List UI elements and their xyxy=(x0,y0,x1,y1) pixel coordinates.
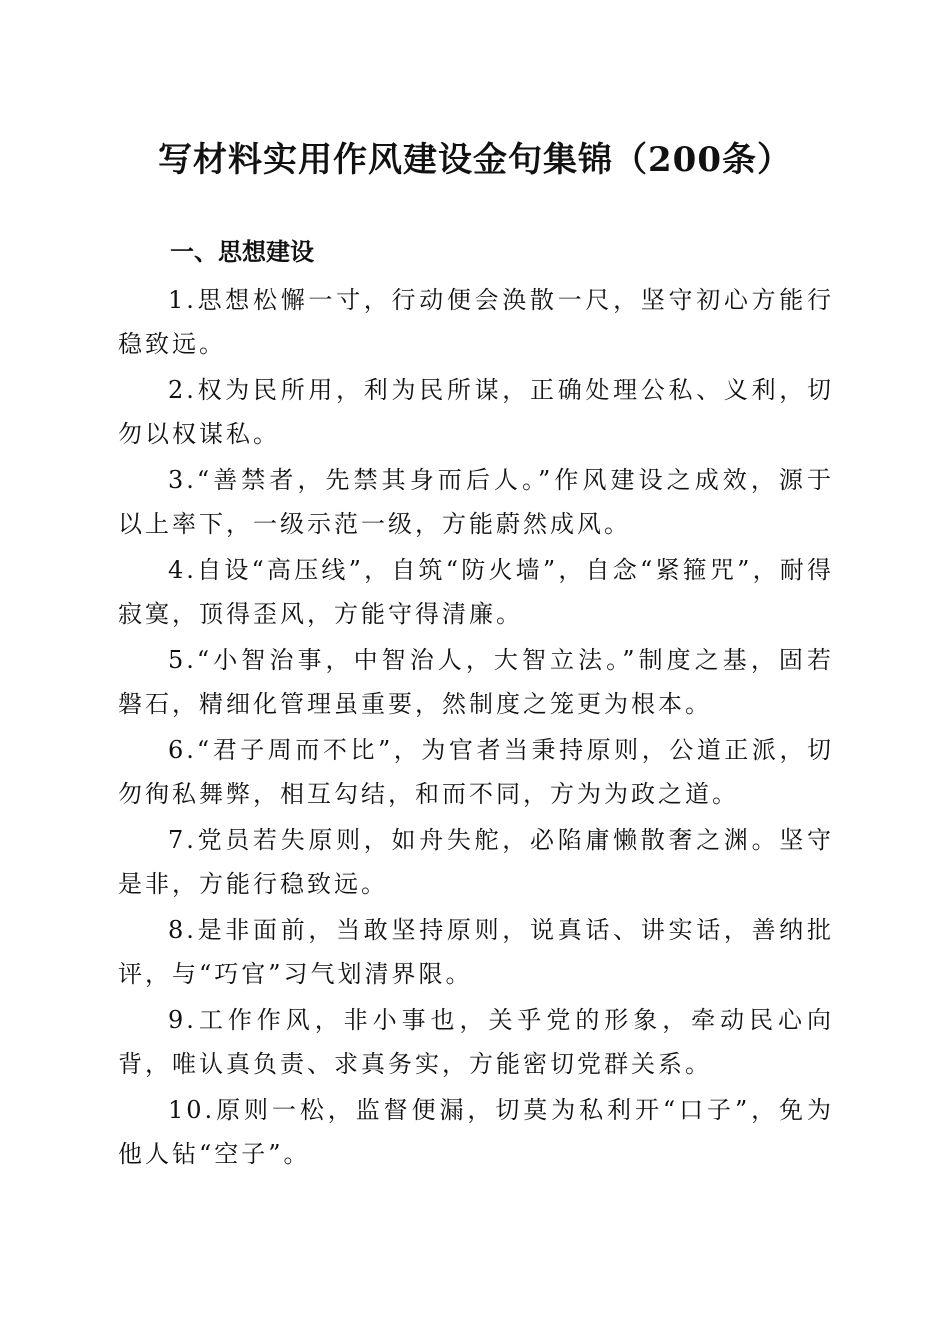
quote-item: 10.原则一松，监督便漏，切莫为私利开“口子”，免为他人钻“空子”。 xyxy=(118,1096,834,1168)
quote-item: 8.是非面前，当敢坚持原则，说真话、讲实话，善纳批评，与“巧官”习气划清界限。 xyxy=(118,916,834,988)
quote-item: 5.“小智治事，中智治人，大智立法。”制度之基，固若磐石，精细化管理虽重要，然制度之笼更为根本。 xyxy=(118,646,834,718)
document-title: 写材料实用作风建设金句集锦（200条） xyxy=(158,140,792,180)
quote-item: 2.权为民所用，利为民所谋，正确处理公私、义利，切勿以权谋私。 xyxy=(118,376,834,448)
quote-item: 3.“善禁者，先禁其身而后人。”作风建设之成效，源于以上率下，一级示范一级，方能蔚然成风。 xyxy=(118,466,834,538)
quote-item: 7.党员若失原则，如舟失舵，必陷庸懒散奢之渊。坚守是非，方能行稳致远。 xyxy=(118,826,834,898)
quote-item: 1.思想松懈一寸，行动便会涣散一尺，坚守初心方能行稳致远。 xyxy=(118,286,834,358)
quote-list xyxy=(118,278,834,1178)
quote-item: 9.工作作风，非小事也，关乎党的形象，牵动民心向背，唯认真负责、求真务实，方能密切党群关系。 xyxy=(118,1006,834,1078)
quote-item: 6.“君子周而不比”，为官者当秉持原则，公道正派，切勿徇私舞弊，相互勾结，和而不同，方为为政之道。 xyxy=(118,736,834,808)
quote-item: 4.自设“高压线”，自筑“防火墙”，自念“紧箍咒”，耐得寂寞，顶得歪风，方能守得清廉。 xyxy=(118,556,834,628)
section-heading: 一、思想建设 xyxy=(170,238,314,266)
